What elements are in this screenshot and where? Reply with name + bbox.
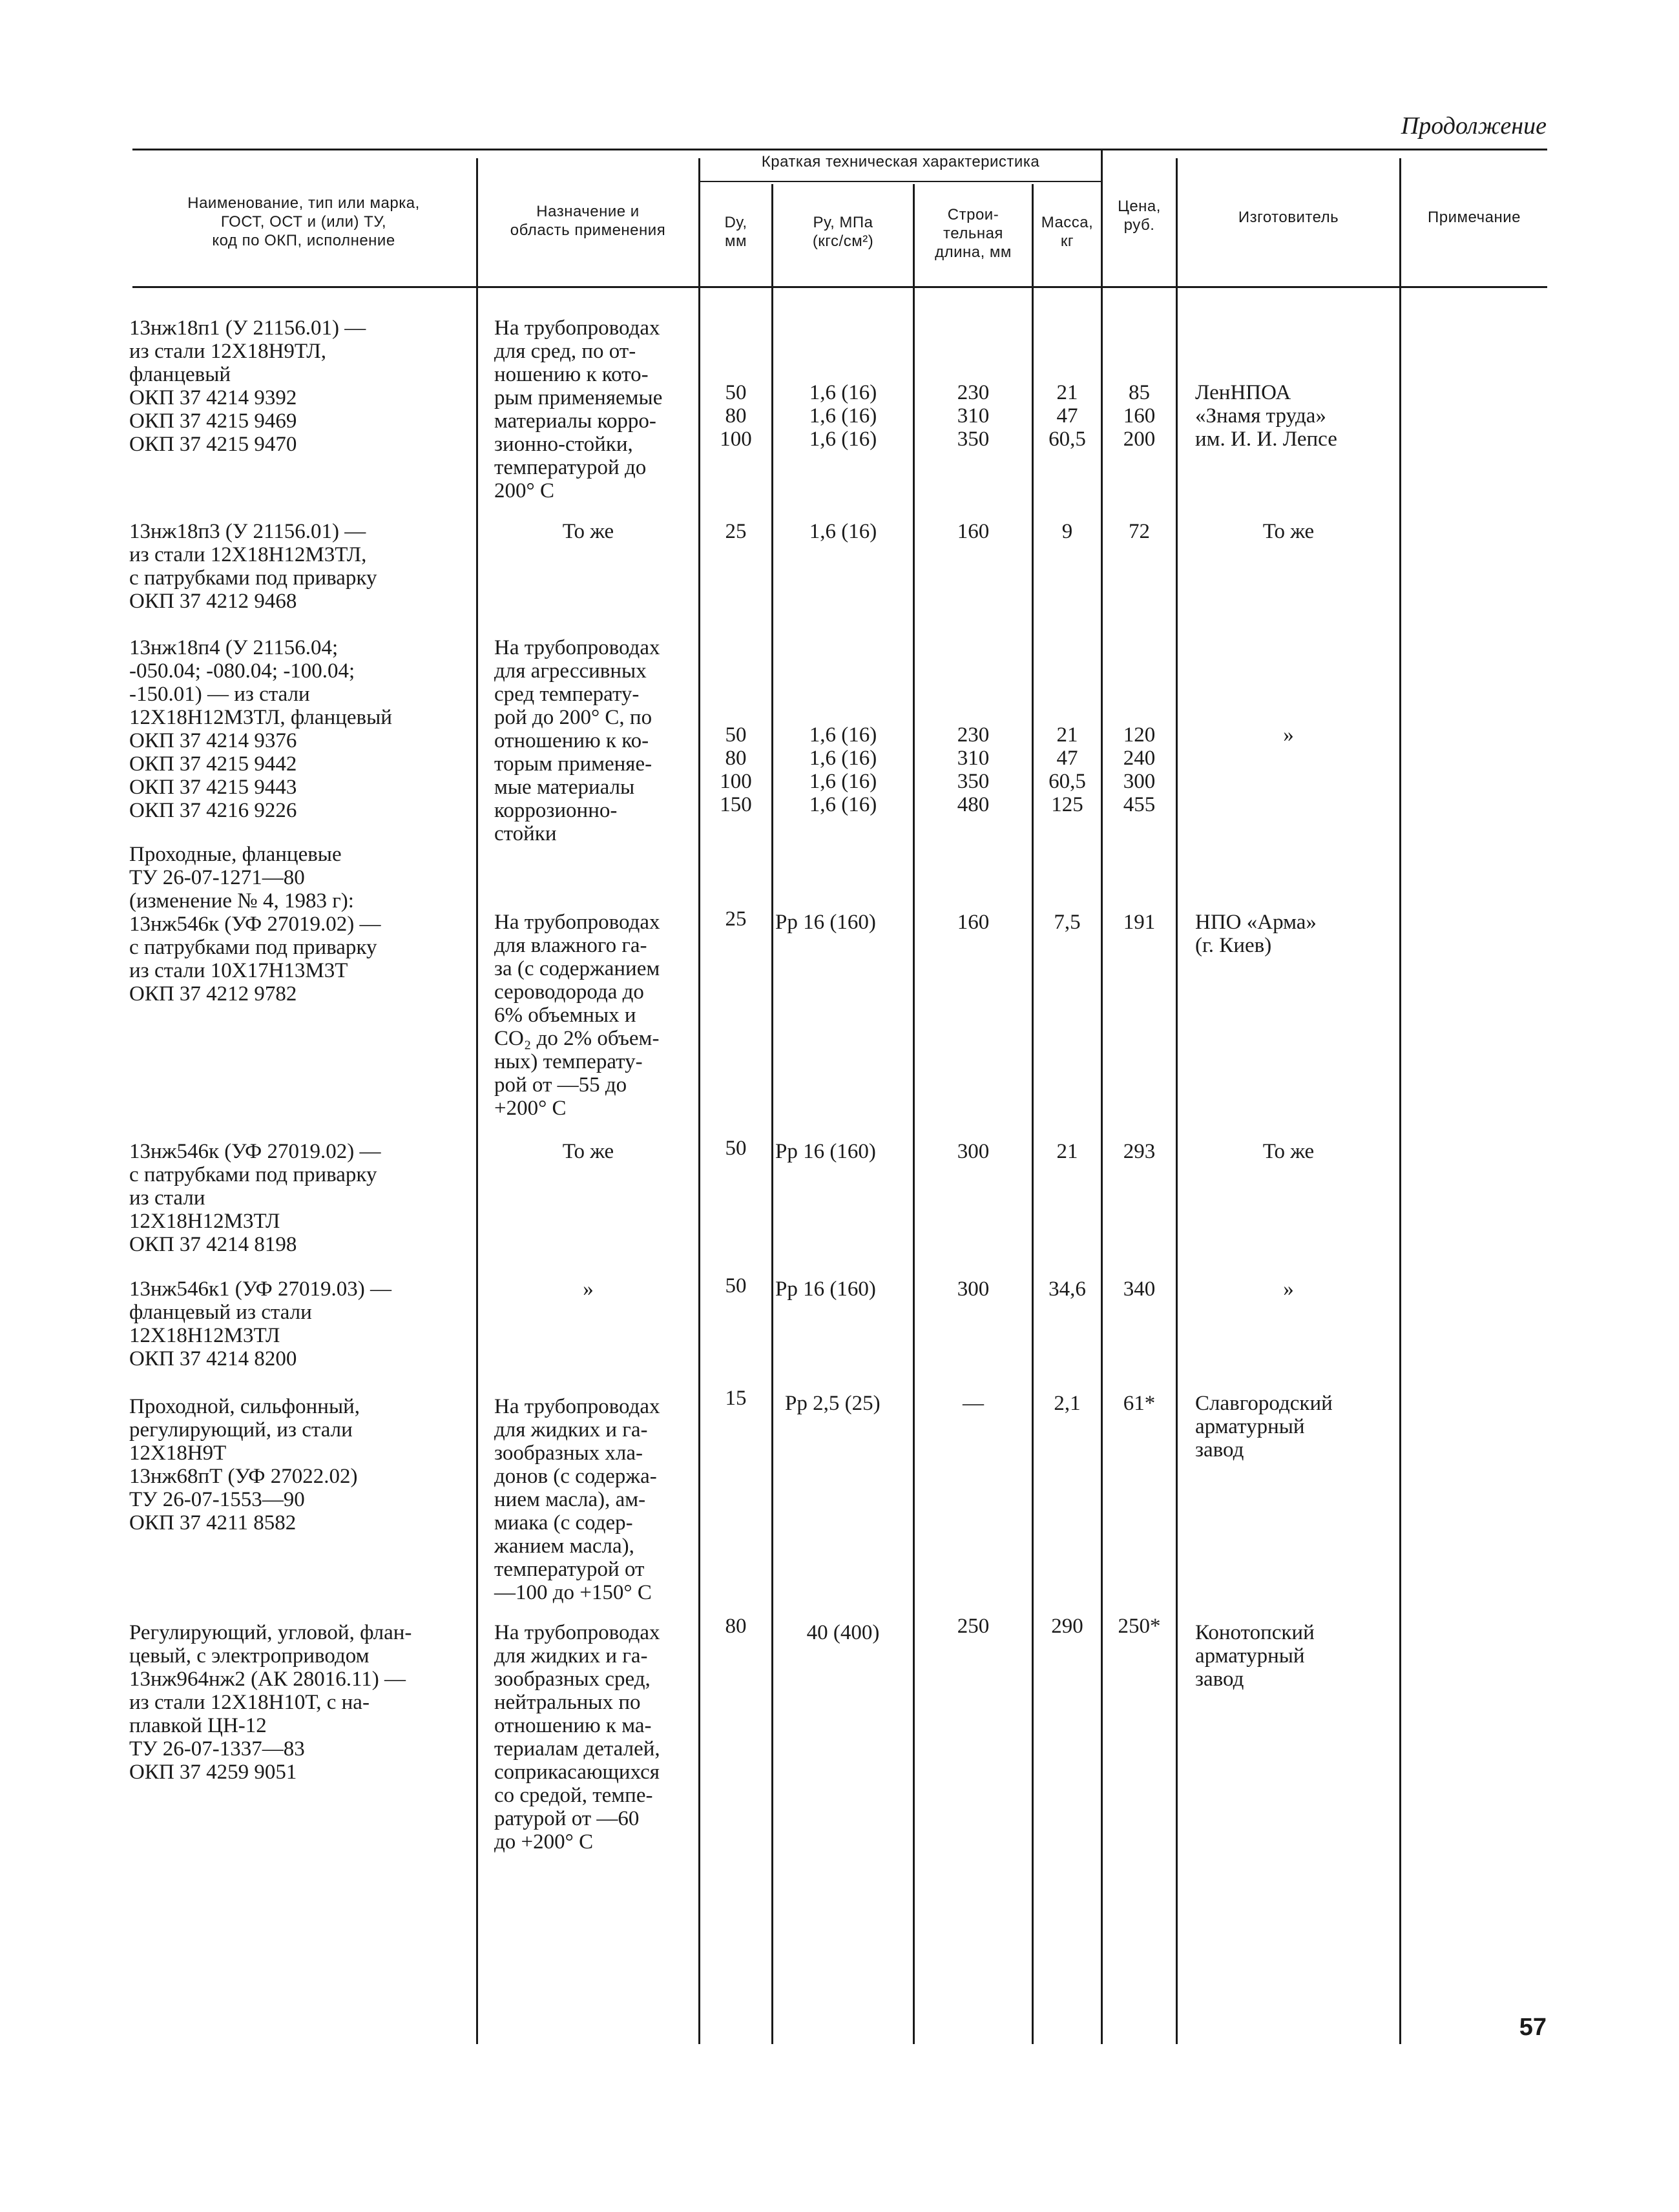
row-mass: 21 47 60,5 125 [1048,723,1086,816]
row-name: Проходные, фланцевые ТУ 26-07-1271—80 (изменение № 4, 1983 г): 13нж546к (УФ 27019.02) — с патрубками под приварку из стали 10Х17Н13М3Т ОКП 37 4212 9782 [129,843,381,1006]
header-top-rule [132,149,1547,150]
row-price: 72 [1129,520,1150,543]
header-dy: Dу, мм [724,214,747,250]
row-maker: » [1283,1277,1294,1301]
row-maker: ЛенНПОА «Знамя труда» им. И. И. Лепсе [1195,381,1337,451]
row-purpose: » [583,1277,594,1301]
row-py: 40 (400) [806,1621,880,1644]
row-price: 85 160 200 [1123,381,1156,451]
row-purpose: То же [562,1140,614,1163]
row-py: Pр 16 (160) [775,1140,876,1163]
row-length: 300 [957,1277,990,1301]
row-purpose: На трубопроводах для влажного га- за (с содержанием сероводорода до 6% объемных и CO₂ до 2% объем- ных) температу- рой от —55 до +200° С [494,911,660,1120]
row-name: 13нж18п4 (У 21156.04; -050.04; -080.04; -100.04; -150.01) — из стали 12Х18Н12М3ТЛ, фланцевый ОКП 37 4214 9376 ОКП 37 4215 9442 ОКП 37 4215 9443 ОКП 37 4216 9226 [129,636,392,822]
row-name: 13нж18п3 (У 21156.01) — из стали 12Х18Н12М3ТЛ, с патрубками под приварку ОКП 37 4212 9468 [129,520,377,613]
col-divider [913,184,915,2044]
row-dy: 50 [725,1137,747,1160]
tech-group-rule [698,181,1101,182]
row-name: 13нж546к1 (УФ 27019.03) — фланцевый из стали 12Х18Н12М3ТЛ ОКП 37 4214 8200 [129,1277,391,1370]
col-divider [771,184,773,2044]
page-number: 57 [1519,2014,1547,2041]
row-length: — [963,1392,984,1415]
row-purpose: На трубопроводах для жидких и га- зообразных хла- донов (с содержа- нием масла), ам- миака (с содер- жанием масла), температурой от —100 до +150° С [494,1395,660,1604]
row-length: 230 310 350 480 [957,723,990,816]
row-mass: 21 47 60,5 [1048,381,1086,451]
row-price: 293 [1123,1140,1156,1163]
row-name: 13нж546к (УФ 27019.02) — с патрубками под приварку из стали 12Х18Н12М3ТЛ ОКП 37 4214 8198 [129,1140,381,1256]
header-bottom-rule [132,286,1547,288]
row-mass: 290 [1051,1615,1083,1638]
row-mass: 9 [1061,520,1073,543]
row-dy: 25 [725,520,747,543]
col-divider [476,158,478,2044]
header-name: Наименование, тип или марка, ГОСТ, ОСТ и (или) ТУ, код по ОКП, исполнение [187,194,420,249]
row-maker: НПО «Арма» (г. Киев) [1195,911,1317,957]
row-name: Регулирующий, угловой, флан- цевый, с электроприводом 13нж964нж2 (АК 28016.11) — из стали 12Х18Н10Т, с на- плавкой ЦН-12 ТУ 26-07-1337—83 ОКП 37 4259 9051 [129,1621,412,1784]
row-maker: То же [1262,1140,1315,1163]
row-length: 250 [957,1615,990,1638]
row-mass: 2,1 [1054,1392,1081,1415]
row-maker: То же [1262,520,1315,543]
row-dy: 50 80 100 [720,381,752,451]
row-purpose: На трубопроводах для жидких и га- зообразных сред, нейтральных по отношению к ма- териалам деталей, соприкасающихся со средой, темпе- ратурой от —60 до +200° С [494,1621,660,1854]
row-length: 160 [957,520,990,543]
header-purpose: Назначение и область применения [510,203,666,239]
header-price: Цена, руб. [1118,198,1161,234]
row-name: Проходной, сильфонный, регулирующий, из стали 12Х18Н9Т 13нж68пТ (УФ 27022.02) ТУ 26-07-1553—90 ОКП 37 4211 8582 [129,1395,360,1535]
row-price: 191 [1123,911,1156,934]
header-py: Pу, МПа (кгс/см²) [812,214,874,250]
row-length: 160 [957,911,990,934]
row-maker: Конотопский арматурный завод [1195,1621,1315,1691]
header-mass: Масса, кг [1041,214,1094,250]
row-price: 120 240 300 455 [1123,723,1156,816]
row-mass: 34,6 [1048,1277,1086,1301]
row-price: 61* [1123,1392,1156,1415]
row-length: 300 [957,1140,990,1163]
header-length: Строи- тельная длина, мм [935,206,1012,261]
col-divider [1032,184,1034,2044]
col-divider [1399,158,1401,2044]
col-divider [1176,158,1178,2044]
row-dy: 25 [725,907,747,931]
row-dy: 50 80 100 150 [720,723,752,816]
row-length: 230 310 350 [957,381,990,451]
header-tech-group: Краткая техническая характеристика [761,153,1040,171]
row-dy: 15 [725,1387,747,1410]
row-purpose: То же [562,520,614,543]
header-maker: Изготовитель [1238,209,1339,226]
row-mass: 21 [1056,1140,1078,1163]
row-py: 1,6 (16) [809,520,877,543]
header-note: Примечание [1428,209,1521,226]
row-py: Pр 16 (160) [775,1277,876,1301]
row-name: 13нж18п1 (У 21156.01) — из стали 12Х18Н9ТЛ, фланцевый ОКП 37 4214 9392 ОКП 37 4215 9469 ОКП 37 4215 9470 [129,316,366,456]
row-py: 1,6 (16) 1,6 (16) 1,6 (16) 1,6 (16) [809,723,877,816]
row-py: Pр 2,5 (25) [785,1392,881,1415]
row-purpose: На трубопроводах для сред, по от- ношению к кото- рым применяемые материалы корро- зионно-стойки, температурой до 200° С [494,316,663,502]
row-mass: 7,5 [1054,911,1081,934]
row-py: 1,6 (16) 1,6 (16) 1,6 (16) [809,381,877,451]
row-purpose: На трубопроводах для агрессивных сред температу- рой до 200° С, по отношению к ко- торым применяе- мые материалы коррозионно- стойки [494,636,660,845]
row-dy: 80 [725,1615,747,1638]
row-price: 340 [1123,1277,1156,1301]
row-py: Pр 16 (160) [775,911,876,934]
row-maker: » [1283,723,1294,747]
row-dy: 50 [725,1274,747,1297]
continuation-label: Продолжение [1401,112,1547,140]
row-price: 250* [1118,1615,1161,1638]
row-maker: Славгородский арматурный завод [1195,1392,1333,1462]
